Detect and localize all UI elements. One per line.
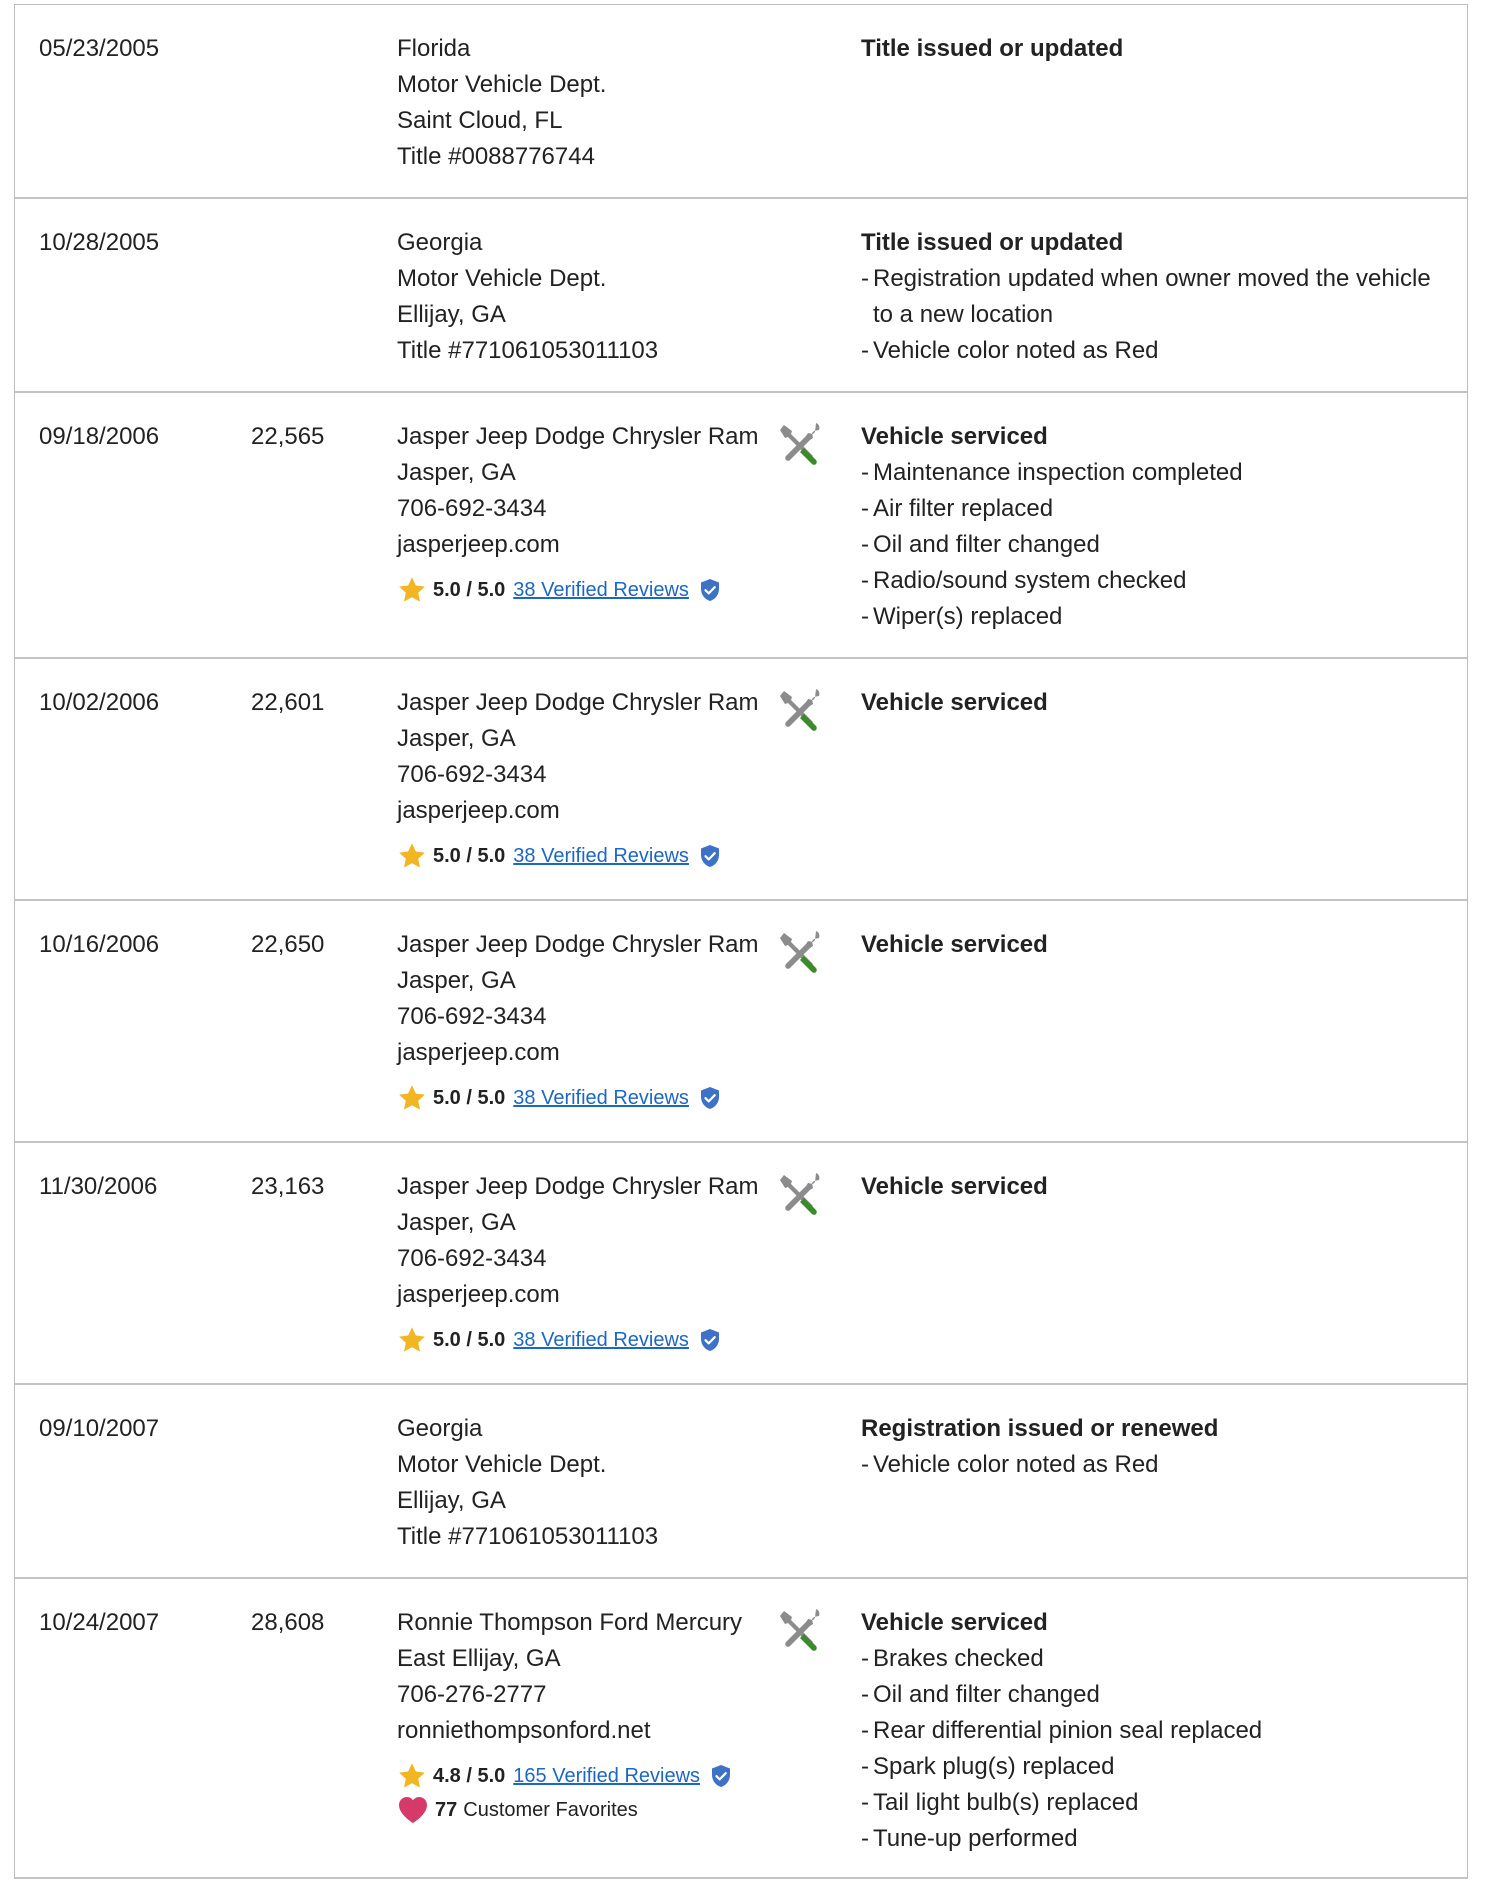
record-source	[397, 419, 777, 605]
comment-detail: - Radio/sound system checked	[861, 563, 1451, 599]
dealer-rating	[397, 841, 777, 871]
record-source	[397, 927, 777, 1113]
source-line: Jasper, GA	[397, 967, 516, 994]
source-line: 706-276-2777	[397, 1681, 547, 1708]
record-odometer: 22,650	[251, 931, 325, 958]
wrench-screwdriver-icon	[778, 687, 822, 731]
comment-heading: Vehicle serviced	[861, 689, 1048, 716]
record-date: 10/24/2007	[39, 1609, 160, 1636]
record-date: 10/16/2006	[39, 931, 160, 958]
comment-heading: Title issued or updated	[861, 35, 1124, 62]
record-comments	[861, 1605, 1451, 1857]
history-record	[15, 659, 1467, 901]
rating-score: 5.0 / 5.0	[433, 845, 506, 867]
record-odometer: 28,608	[251, 1609, 325, 1636]
star-icon	[397, 1325, 427, 1355]
star-icon	[397, 1761, 427, 1791]
comment-detail: - Brakes checked	[861, 1641, 1451, 1677]
source-line: Georgia	[397, 1415, 483, 1442]
verified-reviews-link[interactable]: 38 Verified Reviews	[513, 579, 689, 601]
record-comments	[861, 31, 1451, 67]
source-line: 706-692-3434	[397, 1003, 547, 1030]
source-line: Ellijay, GA	[397, 301, 506, 328]
wrench-screwdriver-icon	[778, 1607, 822, 1651]
record-source	[397, 685, 777, 871]
shield-check-icon	[710, 1764, 732, 1788]
favorites-count: 77	[435, 1799, 458, 1821]
record-odometer: 23,163	[251, 1173, 325, 1200]
verified-reviews-link[interactable]: 38 Verified Reviews	[513, 1329, 689, 1351]
favorites-label: Customer Favorites	[463, 1799, 638, 1821]
shield-check-icon	[699, 1086, 721, 1110]
record-date: 10/02/2006	[39, 689, 160, 716]
rating-score: 4.8 / 5.0	[433, 1765, 506, 1787]
source-line: Jasper Jeep Dodge Chrysler Ram	[397, 423, 759, 450]
comment-detail: - Registration updated when owner moved the vehicle to a new location	[861, 261, 1451, 333]
record-odometer: 22,601	[251, 689, 325, 716]
star-icon	[397, 841, 427, 871]
wrench-screwdriver-icon	[778, 1171, 822, 1215]
record-comments	[861, 419, 1451, 635]
record-source	[397, 225, 777, 369]
record-date: 11/30/2006	[39, 1173, 158, 1200]
history-record	[15, 901, 1467, 1143]
comment-detail: - Wiper(s) replaced	[861, 599, 1451, 635]
source-line: 706-692-3434	[397, 495, 547, 522]
source-line: Jasper Jeep Dodge Chrysler Ram	[397, 1173, 759, 1200]
record-comments	[861, 1411, 1451, 1483]
comment-heading: Vehicle serviced	[861, 1173, 1048, 1200]
source-line: Title #771061053011103	[397, 337, 659, 364]
comment-heading: Vehicle serviced	[861, 931, 1048, 958]
history-record	[15, 1579, 1467, 1879]
comment-heading: Registration issued or renewed	[861, 1415, 1219, 1442]
source-line: jasperjeep.com	[397, 531, 560, 558]
record-source	[397, 1169, 777, 1355]
source-line: 706-692-3434	[397, 761, 547, 788]
comment-heading: Vehicle serviced	[861, 423, 1048, 450]
history-record	[15, 5, 1467, 199]
record-date: 05/23/2005	[39, 35, 160, 62]
source-line: Jasper Jeep Dodge Chrysler Ram	[397, 931, 759, 958]
record-odometer: 22,565	[251, 423, 325, 450]
record-date: 09/18/2006	[39, 423, 160, 450]
rating-score: 5.0 / 5.0	[433, 579, 506, 601]
verified-reviews-link[interactable]: 165 Verified Reviews	[513, 1765, 701, 1787]
record-date: 09/10/2007	[39, 1415, 160, 1442]
comment-detail: - Tune-up performed	[861, 1821, 1451, 1857]
source-line: Ellijay, GA	[397, 1487, 506, 1514]
star-icon	[397, 1083, 427, 1113]
wrench-screwdriver-icon	[778, 421, 822, 465]
source-line: 706-692-3434	[397, 1245, 547, 1272]
verified-reviews-link[interactable]: 38 Verified Reviews	[513, 845, 689, 867]
source-line: Motor Vehicle Dept.	[397, 1451, 607, 1478]
wrench-screwdriver-icon	[778, 929, 822, 973]
comment-detail: - Vehicle color noted as Red	[861, 333, 1451, 369]
source-line: Saint Cloud, FL	[397, 107, 563, 134]
source-line: Motor Vehicle Dept.	[397, 265, 607, 292]
dealer-rating	[397, 1083, 777, 1113]
source-line: jasperjeep.com	[397, 797, 560, 824]
history-record	[15, 1143, 1467, 1385]
heart-icon	[397, 1795, 429, 1825]
history-record	[15, 393, 1467, 659]
customer-favorites	[397, 1795, 777, 1825]
source-line: Motor Vehicle Dept.	[397, 71, 607, 98]
source-line: ronniethompsonford.net	[397, 1717, 651, 1744]
source-line: Title #771061053011103	[397, 1523, 659, 1550]
rating-score: 5.0 / 5.0	[433, 1087, 506, 1109]
comment-detail: - Maintenance inspection completed	[861, 455, 1451, 491]
vehicle-history-table	[14, 4, 1468, 1879]
source-line: Florida	[397, 35, 471, 62]
dealer-rating	[397, 575, 777, 605]
shield-check-icon	[699, 578, 721, 602]
record-date: 10/28/2005	[39, 229, 160, 256]
record-source	[397, 1411, 777, 1555]
shield-check-icon	[699, 1328, 721, 1352]
comment-detail: - Oil and filter changed	[861, 527, 1451, 563]
source-line: Title #0088776744	[397, 143, 595, 170]
source-line: jasperjeep.com	[397, 1039, 560, 1066]
source-line: jasperjeep.com	[397, 1281, 560, 1308]
comment-detail: - Spark plug(s) replaced	[861, 1749, 1451, 1785]
comment-detail: - Air filter replaced	[861, 491, 1451, 527]
dealer-rating	[397, 1325, 777, 1355]
record-comments	[861, 685, 1451, 721]
history-record	[15, 1385, 1467, 1579]
source-line: Jasper, GA	[397, 1209, 516, 1236]
source-line: East Ellijay, GA	[397, 1645, 561, 1672]
star-icon	[397, 575, 427, 605]
history-record	[15, 199, 1467, 393]
comment-detail: - Tail light bulb(s) replaced	[861, 1785, 1451, 1821]
source-line: Georgia	[397, 229, 483, 256]
record-source	[397, 31, 777, 175]
record-source	[397, 1605, 777, 1825]
record-comments	[861, 225, 1451, 369]
comment-heading: Vehicle serviced	[861, 1609, 1048, 1636]
source-line: Jasper, GA	[397, 725, 516, 752]
dealer-rating	[397, 1761, 777, 1791]
comment-detail: - Oil and filter changed	[861, 1677, 1451, 1713]
rating-score: 5.0 / 5.0	[433, 1329, 506, 1351]
record-comments	[861, 1169, 1451, 1205]
source-line: Ronnie Thompson Ford Mercury	[397, 1609, 743, 1636]
source-line: Jasper Jeep Dodge Chrysler Ram	[397, 689, 759, 716]
record-comments	[861, 927, 1451, 963]
comment-detail: - Rear differential pinion seal replaced	[861, 1713, 1451, 1749]
source-line: Jasper, GA	[397, 459, 516, 486]
verified-reviews-link[interactable]: 38 Verified Reviews	[513, 1087, 689, 1109]
shield-check-icon	[699, 844, 721, 868]
comment-detail: - Vehicle color noted as Red	[861, 1447, 1451, 1483]
comment-heading: Title issued or updated	[861, 229, 1124, 256]
